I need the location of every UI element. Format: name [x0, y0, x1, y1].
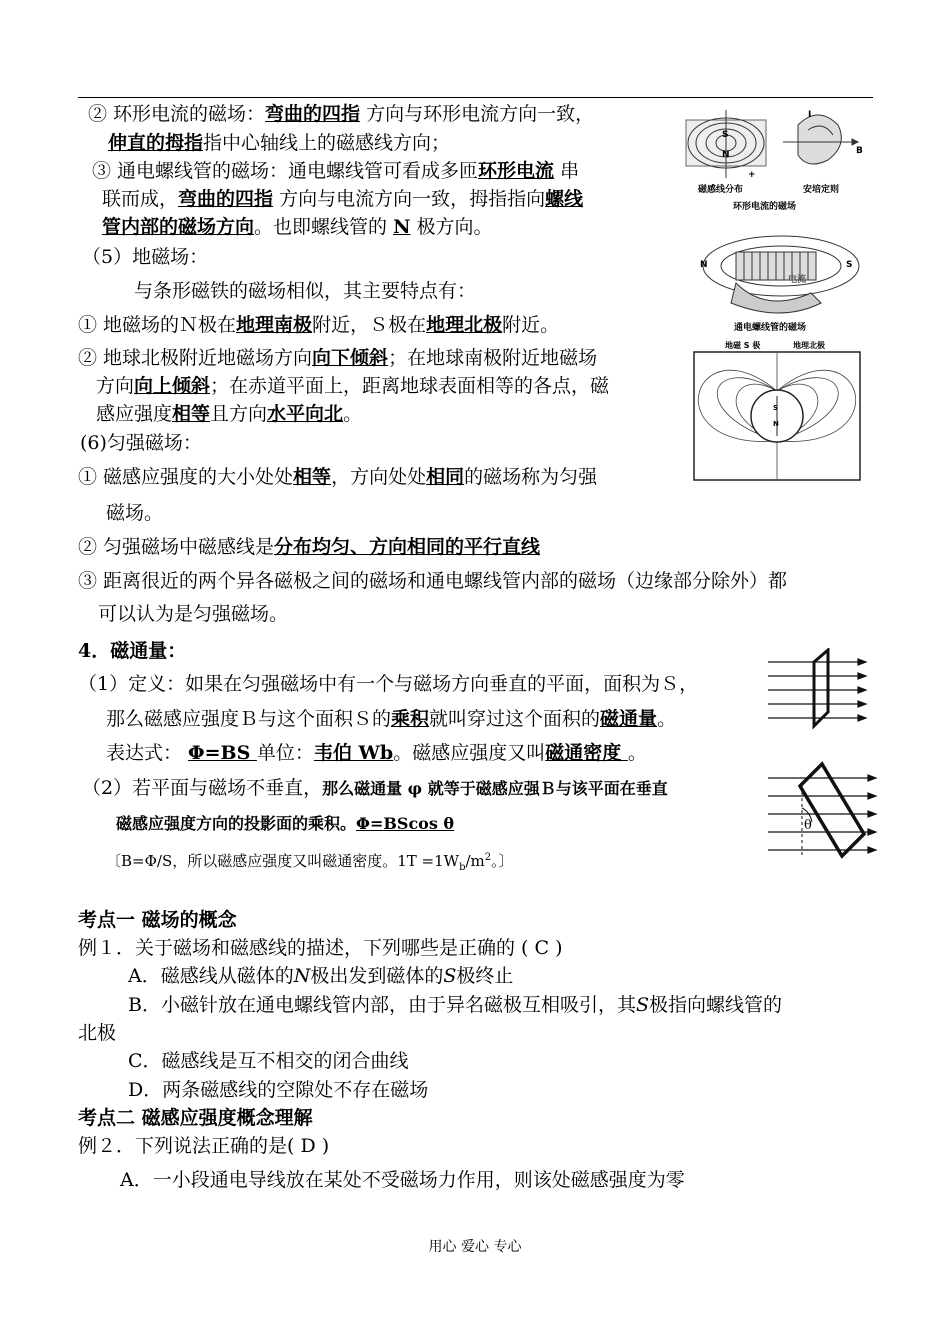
earth-label-n: N	[773, 420, 779, 428]
ring-current-diagram	[678, 100, 868, 215]
text-line-uniform-1a: ① 磁感应强度的大小处处相等，方向处处相同的磁场称为匀强	[78, 466, 598, 488]
text-line-solenoid-1: ③ 通电螺线管的磁场：通电螺线管可看成多匝环形电流 串	[92, 160, 580, 182]
earth-field-diagram	[693, 351, 863, 483]
text-line-uniform-1b: 磁场。	[106, 502, 164, 524]
text-line-uniform-2: ② 匀强磁场中磁感线是分布均匀、方向相同的平行直线	[78, 536, 541, 558]
example-1-option-b: B．小磁针放在通电螺线管内部，由于异名磁极互相吸引，其S极指向螺线管的	[128, 994, 783, 1016]
solenoid-caption: 通电螺线管的磁场	[734, 323, 807, 333]
heading-topic-2: 考点二 磁感应强度概念理解	[78, 1107, 313, 1129]
text-line-earth-2b: 方向向上倾斜；在赤道平面上，距离地球表面相等的各点，磁	[96, 375, 610, 397]
example-1-option-c: C．磁感线是互不相交的闭合曲线	[128, 1050, 409, 1072]
example-1-option-d: D．两条磁感线的空隙处不存在磁场	[128, 1079, 429, 1101]
text-line-uniform-3a: ③ 距离很近的两个异各磁极之间的磁场和通电螺线管内部的磁场（边缘部分除外）都	[78, 570, 788, 592]
text-line-solenoid-2: 联而成，弯曲的四指 方向与电流方向一致，拇指指向螺线	[102, 188, 584, 210]
text-line-flux-formula: 表达式： Φ=BS 单位：韦伯 Wb。磁感应强度又叫磁通密度 。	[106, 742, 647, 764]
ring-label-plus: +	[748, 170, 756, 180]
figure-flux-inclined	[766, 758, 881, 863]
earth-caption-left: 地磁 S 极	[725, 341, 761, 350]
figure-solenoid	[696, 228, 866, 336]
heading-uniform-field: (6)匀强磁场：	[80, 432, 202, 454]
solenoid-label-current: 电流	[788, 275, 807, 285]
example-2-option-a: A．一小段通电导线放在某处不受磁场力作用，则该处磁感强度为零	[120, 1169, 685, 1191]
ring-label-i: I	[808, 110, 812, 120]
text-line-flux-note: 〔B=Φ/S，所以磁感应强度又叫磁通密度。$1T =1W_b/m^2$。〕	[106, 852, 514, 873]
flux-inclined-diagram	[766, 758, 881, 863]
text-line-earth-intro: 与条形磁铁的磁场相似，其主要特点有：	[134, 280, 477, 302]
heading-earth-field: （5）地磁场：	[82, 246, 209, 268]
ring-label-n: N	[722, 150, 730, 160]
text-line-uniform-3b: 可以认为是匀强磁场。	[98, 603, 289, 625]
ring-caption-left: 磁感线分布	[698, 185, 744, 195]
example-2-question: 例２．下列说法正确的是( D )	[78, 1135, 330, 1157]
flux-perpendicular-diagram	[766, 648, 871, 730]
text-line-earth-1: ① 地磁场的Ｎ极在地理南极附近，Ｓ极在地理北极附近。	[78, 314, 560, 336]
text-line-solenoid-3: 管内部的磁场方向。也即螺线管的 N 极方向。	[102, 216, 493, 238]
solenoid-label-s: S	[846, 260, 853, 270]
ring-label-s: S	[722, 130, 729, 140]
solenoid-label-n: N	[700, 260, 708, 270]
ring-label-b: B	[856, 146, 863, 156]
text-line-earth-2a: ② 地球北极附近地磁场方向向下倾斜；在地球南极附近地磁场	[78, 347, 598, 369]
figure-ring-current	[678, 100, 868, 215]
flux-angle-theta-label: θ	[804, 818, 812, 833]
text-line-flux-angle-2: 磁感应强度方向的投影面的乘积。Φ=BScos θ	[116, 814, 455, 833]
figure-flux-perpendicular	[766, 648, 871, 730]
page-footer: 用心 爱心 专心	[428, 1239, 522, 1255]
text-line-ring-2: 伸直的拇指指中心轴线上的磁感线方向；	[108, 132, 451, 154]
example-1-option-a: A．磁感线从磁体的N极出发到磁体的S极终止	[128, 965, 514, 987]
heading-magnetic-flux: 4．磁通量：	[78, 640, 187, 662]
text-line-ring-1: ② 环形电流的磁场：弯曲的四指 方向与环形电流方向一致，	[88, 103, 595, 125]
earth-caption-right: 地理北极	[793, 341, 825, 350]
text-line-earth-2c: 感应强度相等且方向水平向北。	[96, 403, 363, 425]
text-line-flux-def-2: 那么磁感应强度Ｂ与这个面积Ｓ的乘积就叫穿过这个面积的磁通量。	[106, 708, 677, 730]
example-1-option-b-cont: 北极	[78, 1022, 117, 1044]
earth-label-s: S	[773, 404, 779, 412]
figure-earth-field	[693, 338, 863, 483]
ring-caption-bottom: 环形电流的磁场	[733, 202, 797, 212]
example-1-question: 例１．关于磁场和磁感线的描述，下列哪些是正确的 ( C )	[78, 937, 563, 959]
text-line-flux-def-1: （1）定义：如果在匀强磁场中有一个与磁场方向垂直的平面，面积为Ｓ，	[78, 673, 699, 695]
heading-topic-1: 考点一 磁场的概念	[78, 909, 237, 931]
text-line-flux-angle-1: （2）若平面与磁场不垂直，那么磁通量 φ 就等于磁感应强Ｂ与该平面在垂直	[82, 777, 668, 799]
header-rule	[78, 97, 873, 98]
ring-caption-right: 安培定则	[803, 185, 840, 195]
